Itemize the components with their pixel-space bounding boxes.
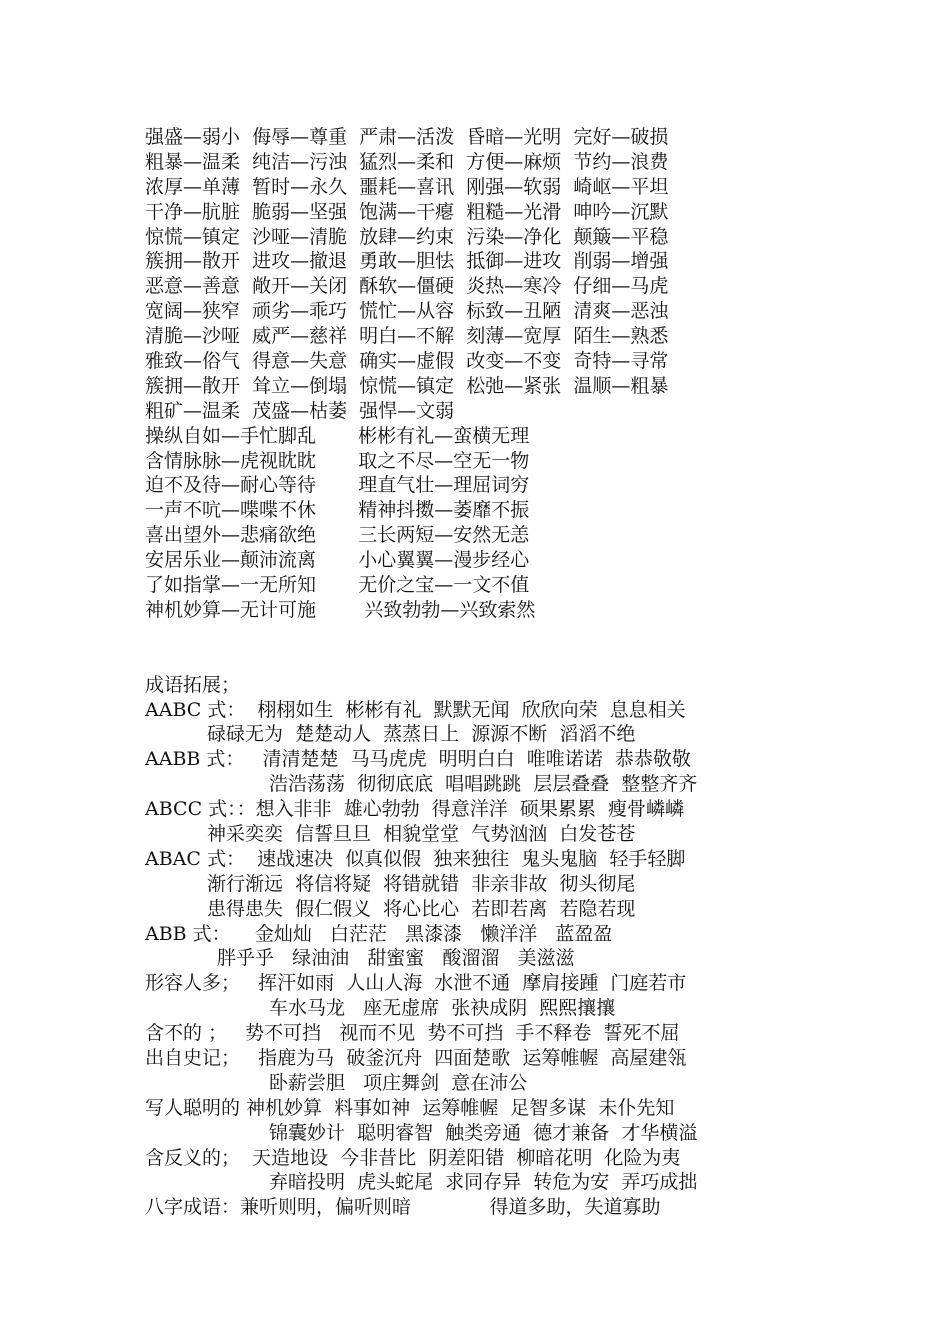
crowd-idioms-line: 形容人多； 挥汗如雨 人山人海 水泄不通 摩肩接踵 门庭若市	[145, 972, 687, 995]
document-body	[145, 125, 825, 1220]
idiom-antonym-row: 一声不吭—喋喋不休 精神抖擞—萎靡不振	[145, 499, 530, 522]
idiom-antonym-row: 神机妙算—无计可施 兴致勃勃—兴致索然	[145, 598, 536, 621]
section-heading: 成语拓展；	[145, 673, 241, 696]
abb-line: 胖乎乎 绿油油 甜蜜蜜 酸溜溜 美滋滋	[211, 947, 575, 970]
antonym-row: 粗矿—温柔 茂盛—枯萎 强悍—文弱	[145, 399, 455, 422]
idiom-antonym-row: 含情脉脉—虎视眈眈 取之不尽—空无一物	[145, 449, 530, 472]
idiom-antonym-row: 安居乐业—颠沛流离 小心翼翼—漫步经心	[145, 549, 530, 572]
abac-line: 患得患失 假仁假义 将心比心 若即若离 若隐若现	[207, 897, 636, 920]
idiom-antonym-row: 了如指掌—一无所知 无价之宝—一文不值	[145, 574, 530, 597]
antonym-list	[145, 125, 825, 424]
antonym-row: 清脆—沙哑 威严—慈祥 明白—不解 刻薄—宽厚 陌生—熟悉	[145, 325, 669, 348]
antonym-row: 强盛—弱小 侮辱—尊重 严肃—活泼 昏暗—光明 完好—破损	[145, 126, 669, 148]
antonym-idioms-line: 含反义的； 天造地设 今非昔比 阴差阳错 柳暗花明 化险为夷	[145, 1146, 681, 1169]
abcc-line: ABCC 式：：想入非非 雄心勃勃 得意洋洋 硕果累累 瘦骨嶙嶙	[145, 798, 684, 821]
antonym-idioms-line: 弃暗投明 虎头蛇尾 求同存异 转危为安 弄巧成拙	[269, 1171, 698, 1194]
antonym-row: 恶意—善意 敞开—关闭 酥软—僵硬 炎热—寒冷 仔细—马虎	[145, 275, 669, 298]
shiji-idioms-line: 出自史记； 指鹿为马 破釜沉舟 四面楚歌 运筹帷幄 高屋建瓴	[145, 1046, 687, 1069]
abb-line: ABB 式： 金灿灿 白茫茫 黑漆漆 懒洋洋 蓝盈盈	[145, 922, 613, 945]
idiom-extension-section	[145, 673, 825, 1221]
abac-line: 渐行渐远 将信将疑 将错就错 非亲非故 彻头彻尾	[207, 872, 636, 895]
antonym-row: 干净—肮脏 脆弱—坚强 饱满—干瘪 粗糙—光滑 呻吟—沉默	[145, 200, 669, 223]
shiji-idioms-line: 卧薪尝胆 项庄舞剑 意在沛公	[269, 1071, 528, 1094]
idiom-antonym-row: 迫不及待—耐心等待 理直气壮—理屈词穷	[145, 474, 530, 497]
antonym-row: 粗暴—温柔 纯洁—污浊 猛烈—柔和 方便—麻烦 节约—浪费	[145, 150, 669, 173]
idiom-antonym-row: 喜出望外—悲痛欲绝 三长两短—安然无恙	[145, 524, 530, 547]
idiom-antonym-list	[145, 424, 825, 623]
antonym-row: 宽阔—狭窄 顽劣—乖巧 慌忙—从容 标致—丑陋 清爽—恶浊	[145, 300, 669, 323]
aabb-line: AABB 式： 清清楚楚 马马虎虎 明明白白 唯唯诺诺 恭恭敬敬	[145, 748, 691, 771]
abcc-line: 神采奕奕 信誓旦旦 相貌堂堂 气势汹汹 白发苍苍	[207, 822, 636, 845]
antonym-row: 簇拥—散开 耸立—倒塌 惊慌—镇定 松弛—紧张 温顺—粗暴	[145, 374, 669, 397]
clever-idioms-line: 写人聪明的 神机妙算 料事如神 运筹帷幄 足智多谋 未仆先知	[145, 1096, 675, 1119]
clever-idioms-line: 锦囊妙计 聪明睿智 触类旁通 德才兼备 才华横溢	[269, 1121, 698, 1144]
aabc-line: 碌碌无为 楚楚动人 蒸蒸日上 源源不断 滔滔不绝	[207, 723, 636, 746]
negation-idioms-line: 含不的 ； 势不可挡 视而不见 势不可挡 手不释卷 誓死不屈	[145, 1022, 680, 1045]
section-spacer	[145, 623, 825, 673]
idiom-antonym-row: 操纵自如—手忙脚乱 彬彬有礼—蛮横无理	[145, 424, 530, 447]
antonym-row: 惊慌—镇定 沙哑—清脆 放肆—约束 污染—净化 颠簸—平稳	[145, 225, 669, 248]
crowd-idioms-line: 车水马龙 座无虚席 张袂成阴 熙熙攘攘	[269, 997, 616, 1020]
antonym-row: 雅致—俗气 得意—失意 确实—虚假 改变—不变 奇特—寻常	[145, 350, 669, 373]
antonym-row: 簇拥—散开 进攻—撤退 勇敢—胆怯 抵御—进攻 削弱—增强	[145, 250, 669, 273]
aabb-line: 浩浩荡荡 彻彻底底 唱唱跳跳 层层叠叠 整整齐齐	[269, 773, 698, 796]
antonym-row: 浓厚—单薄 暂时—永久 噩耗—喜讯 刚强—软弱 崎岖—平坦	[145, 175, 669, 198]
eight-char-idioms-line: 八字成语：兼听则明，偏听则暗 得道多助，失道寡助	[145, 1196, 661, 1219]
abac-line: ABAC 式： 速战速决 似真似假 独来独往 鬼头鬼脑 轻手轻脚	[145, 847, 686, 870]
aabc-line: AABC 式： 栩栩如生 彬彬有礼 默默无闻 欣欣向荣 息息相关	[145, 698, 686, 721]
